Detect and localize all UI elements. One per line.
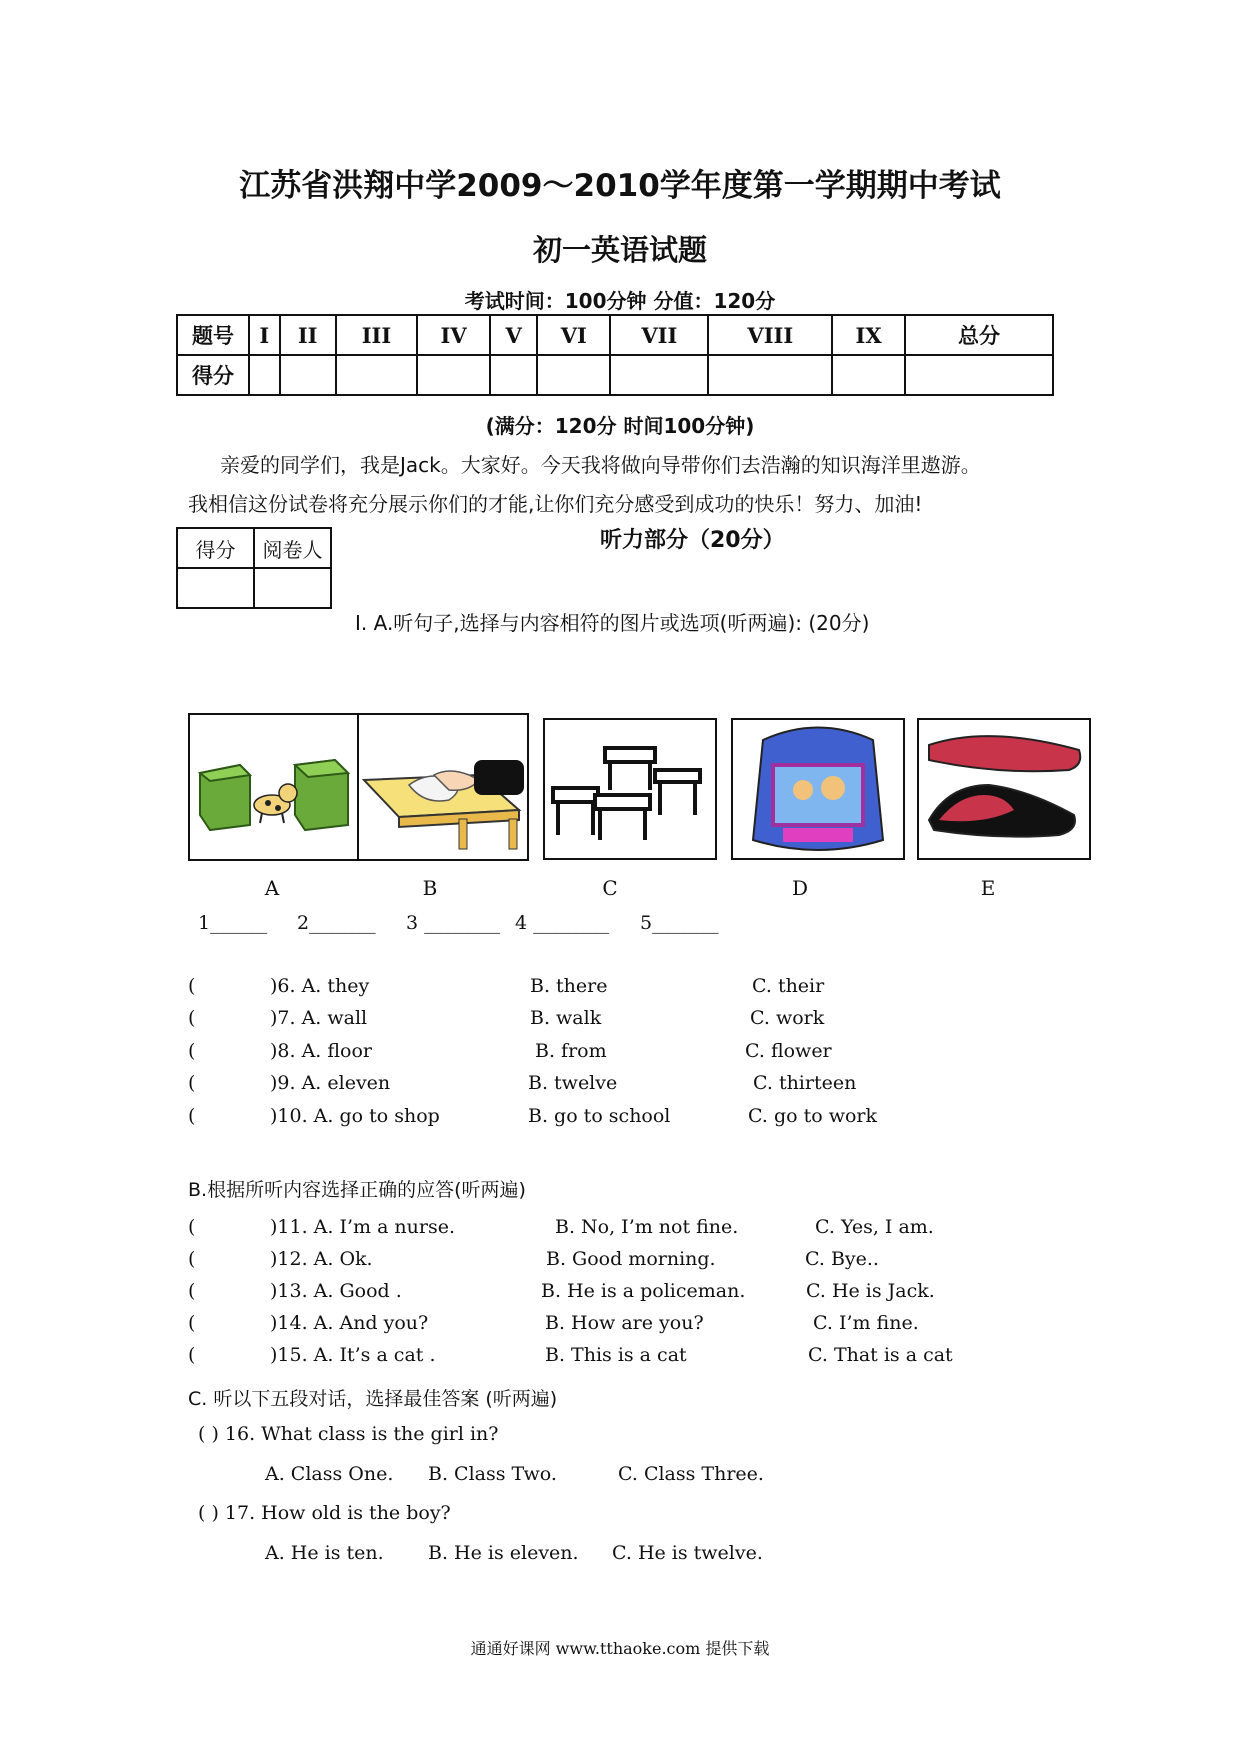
full-marks-note: (满分：120分 时间100分钟) bbox=[485, 414, 755, 438]
picture-c bbox=[543, 718, 717, 860]
exam-title: 江苏省洪翔中学2009～2010学年度第一学期期中考试 bbox=[239, 168, 1001, 204]
picture-b bbox=[357, 713, 529, 861]
partb-heading: B.根据所听内容选择正确的应答(听两遍) bbox=[188, 1179, 526, 1201]
score-cell-2: II bbox=[280, 315, 336, 355]
score-input-3[interactable] bbox=[336, 355, 418, 395]
question-16-a: A. Class One. bbox=[265, 1463, 394, 1485]
listening-section-title: 听力部分（20分） bbox=[600, 528, 785, 553]
schoolbag-icon bbox=[733, 720, 903, 858]
question-15-b: B. This is a cat bbox=[545, 1344, 687, 1366]
picture-d bbox=[731, 718, 905, 860]
question-9-c: C. thirteen bbox=[753, 1072, 857, 1094]
picture-b-label: B bbox=[422, 876, 438, 900]
question-12-b: B. Good morning. bbox=[546, 1248, 716, 1270]
answer-blank-1[interactable]: 1______ bbox=[198, 912, 268, 934]
question-7-b: B. walk bbox=[530, 1007, 602, 1029]
score-cell-1: I bbox=[249, 315, 280, 355]
hand-wiping-table-icon bbox=[359, 715, 527, 859]
score-input-8[interactable] bbox=[708, 355, 832, 395]
score-input-9[interactable] bbox=[832, 355, 905, 395]
score-input-7[interactable] bbox=[610, 355, 708, 395]
question-10-c: C. go to work bbox=[748, 1105, 877, 1127]
question-6-paren[interactable]: ( bbox=[188, 975, 196, 997]
exam-subtitle: 初一英语试题 bbox=[532, 233, 707, 267]
question-8-b: B. from bbox=[535, 1040, 607, 1062]
picture-a-label: A bbox=[264, 876, 280, 900]
score-table-header-row bbox=[177, 315, 1053, 355]
question-10-a: )10. A. go to shop bbox=[270, 1105, 440, 1127]
score-cell-4: IV bbox=[417, 315, 490, 355]
boxes-dog-icon bbox=[190, 715, 359, 859]
picture-a bbox=[188, 713, 361, 861]
picture-c-label: C bbox=[602, 876, 618, 900]
score-cell-label: 题号 bbox=[177, 315, 249, 355]
question-17-a: A. He is ten. bbox=[265, 1542, 384, 1564]
question-12-paren[interactable]: ( bbox=[188, 1248, 196, 1270]
answer-blank-4[interactable]: 4 ________ bbox=[515, 912, 610, 934]
grader-table bbox=[176, 527, 332, 609]
question-9-b: B. twelve bbox=[528, 1072, 618, 1094]
score-table bbox=[176, 314, 1054, 396]
question-7-paren[interactable]: ( bbox=[188, 1007, 196, 1029]
picture-e bbox=[917, 718, 1091, 860]
question-11-c: C. Yes, I am. bbox=[815, 1216, 934, 1238]
question-13-a: )13. A. Good . bbox=[270, 1280, 402, 1302]
question-14-b: B. How are you? bbox=[545, 1312, 704, 1334]
score-input-5[interactable] bbox=[490, 355, 537, 395]
question-9-paren[interactable]: ( bbox=[188, 1072, 196, 1094]
grader-name-field[interactable] bbox=[254, 568, 331, 608]
score-row-label: 得分 bbox=[177, 355, 249, 395]
question-13-paren[interactable]: ( bbox=[188, 1280, 196, 1302]
question-15-a: )15. A. It’s a cat . bbox=[270, 1344, 436, 1366]
score-input-total[interactable] bbox=[905, 355, 1053, 395]
question-7-a: )7. A. wall bbox=[270, 1007, 368, 1029]
score-cell-3: III bbox=[336, 315, 418, 355]
score-cell-9: IX bbox=[832, 315, 905, 355]
shoes-icon bbox=[919, 720, 1089, 858]
partc-heading: C. 听以下五段对话，选择最佳答案 (听两遍) bbox=[188, 1388, 558, 1410]
question-15-paren[interactable]: ( bbox=[188, 1344, 196, 1366]
answer-blank-5[interactable]: 5_______ bbox=[640, 912, 719, 934]
question-16-b: B. Class Two. bbox=[428, 1463, 557, 1485]
answer-blank-3[interactable]: 3 ________ bbox=[406, 912, 501, 934]
question-17-c: C. He is twelve. bbox=[612, 1542, 763, 1564]
question-11-b: B. No, I’m not fine. bbox=[555, 1216, 739, 1238]
question-14-paren[interactable]: ( bbox=[188, 1312, 196, 1334]
footer-source: 通通好课网 www.tthaoke.com 提供下载 bbox=[470, 1639, 770, 1658]
question-10-paren[interactable]: ( bbox=[188, 1105, 196, 1127]
question-6-c: C. their bbox=[752, 975, 825, 997]
score-cell-5: V bbox=[490, 315, 537, 355]
question-12-c: C. Bye.. bbox=[805, 1248, 879, 1270]
picture-e-label: E bbox=[980, 876, 996, 900]
exam-info: 考试时间：100分钟 分值：120分 bbox=[464, 289, 776, 313]
question-7-c: C. work bbox=[750, 1007, 825, 1029]
question-11-paren[interactable]: ( bbox=[188, 1216, 196, 1238]
part1-heading: Ⅰ. A.听句子,选择与内容相符的图片或选项(听两遍): (20分) bbox=[355, 611, 870, 635]
score-table-score-row bbox=[177, 355, 1053, 395]
question-13-b: B. He is a policeman. bbox=[541, 1280, 746, 1302]
question-11-a: )11. A. I’m a nurse. bbox=[270, 1216, 456, 1238]
question-17-b: B. He is eleven. bbox=[428, 1542, 579, 1564]
question-16-c: C. Class Three. bbox=[618, 1463, 764, 1485]
picture-d-label: D bbox=[791, 876, 809, 900]
score-cell-8: VIII bbox=[708, 315, 832, 355]
question-8-a: )8. A. floor bbox=[270, 1040, 373, 1062]
question-9-a: )9. A. eleven bbox=[270, 1072, 391, 1094]
score-input-1[interactable] bbox=[249, 355, 280, 395]
score-input-6[interactable] bbox=[537, 355, 610, 395]
grader-score-label: 得分 bbox=[177, 528, 254, 568]
question-16-prompt: ( ) 16. What class is the girl in? bbox=[198, 1423, 499, 1445]
question-13-c: C. He is Jack. bbox=[806, 1280, 935, 1302]
score-input-2[interactable] bbox=[280, 355, 336, 395]
question-8-c: C. flower bbox=[745, 1040, 832, 1062]
question-6-a: )6. A. they bbox=[270, 975, 370, 997]
question-17-prompt: ( ) 17. How old is the boy? bbox=[198, 1502, 451, 1524]
answer-blank-2[interactable]: 2_______ bbox=[297, 912, 376, 934]
question-14-a: )14. A. And you? bbox=[270, 1312, 429, 1334]
intro-line-1: 亲爱的同学们，我是Jack。大家好。今天我将做向导带你们去浩瀚的知识海洋里遨游。 bbox=[220, 453, 981, 477]
score-cell-6: VI bbox=[537, 315, 610, 355]
question-8-paren[interactable]: ( bbox=[188, 1040, 196, 1062]
question-12-a: )12. A. Ok. bbox=[270, 1248, 373, 1270]
question-14-c: C. I’m fine. bbox=[813, 1312, 919, 1334]
question-15-c: C. That is a cat bbox=[808, 1344, 953, 1366]
question-6-b: B. there bbox=[530, 975, 608, 997]
intro-line-2: 我相信这份试卷将充分展示你们的才能,让你们充分感受到成功的快乐！努力、加油! bbox=[188, 492, 923, 516]
score-cell-total: 总分 bbox=[905, 315, 1053, 355]
desks-icon bbox=[545, 720, 715, 858]
grader-score-field[interactable] bbox=[177, 568, 254, 608]
score-input-4[interactable] bbox=[417, 355, 490, 395]
question-10-b: B. go to school bbox=[528, 1105, 671, 1127]
grader-name-label: 阅卷人 bbox=[254, 528, 331, 568]
score-cell-7: VII bbox=[610, 315, 708, 355]
